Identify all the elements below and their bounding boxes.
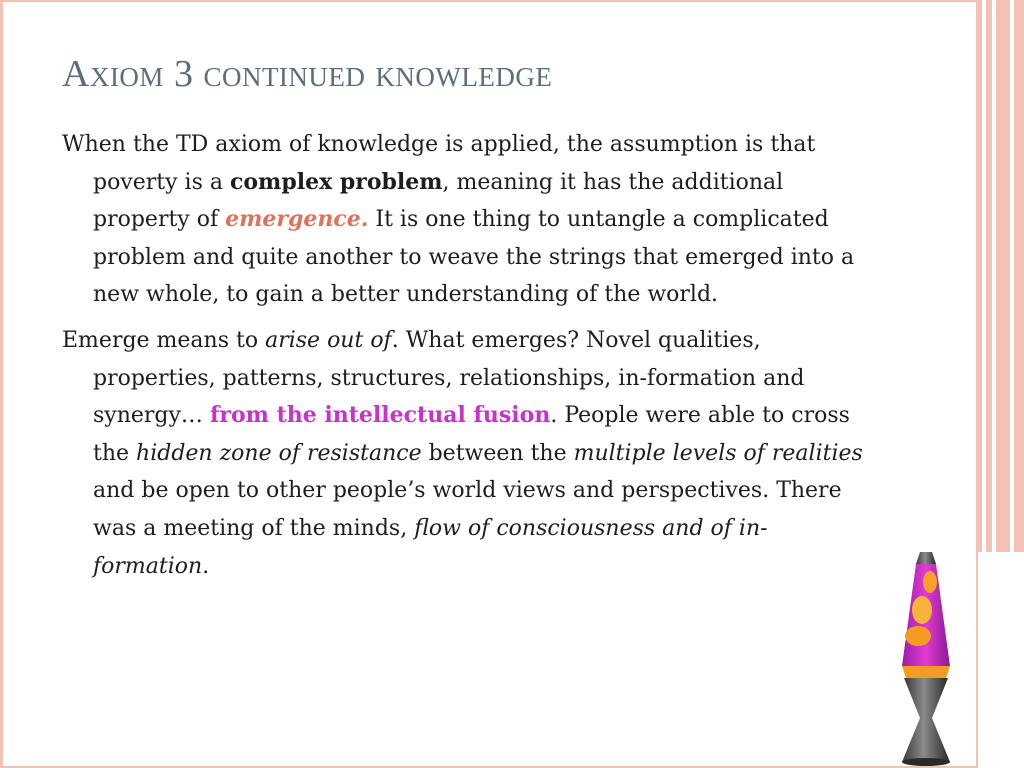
text-run: . [202,553,210,579]
text-run: . People were able to cross the [93,403,850,466]
text-run: , meaning it has the additional property of [93,169,784,233]
intellectual-fusion-term: from the intellectual fusion [209,402,551,429]
paragraph-knowledge [62,126,882,314]
paragraph-emerge [62,322,882,585]
slide-title: Axiom 3 continued knowledge [62,53,553,95]
text-run: . What emerges? Novel qualities, properties, patterns, structures, relationships, in-formation and synergy… [93,327,805,429]
hidden-zone-term: hidden zone of resistance [136,440,422,466]
text-run: and be open to other people’s world views and perspectives. There was a meeting of the minds, [93,478,842,541]
text-run: It is one thing to untangle a complicated problem and quite another to weave the strings that emerged into a new whole, to gain a better understanding of the world. [93,207,855,308]
text-run: between the [421,440,574,466]
slide-body [62,126,882,593]
arise-out-of-term: arise out of [265,327,392,353]
complex-problem-term: complex problem [229,168,443,195]
decorative-stripes [976,0,1024,552]
text-run: When the TD axiom of knowledge is applied, the assumption is that poverty is a [62,132,816,195]
text-run: Emerge means to [62,327,266,353]
multiple-levels-term: multiple levels of realities [573,440,863,466]
lava-lamp-icon [886,548,966,768]
emergence-term: emergence. [225,206,369,233]
flow-of-consciousness-term: flow of consciousness and of in-formation [93,515,768,579]
